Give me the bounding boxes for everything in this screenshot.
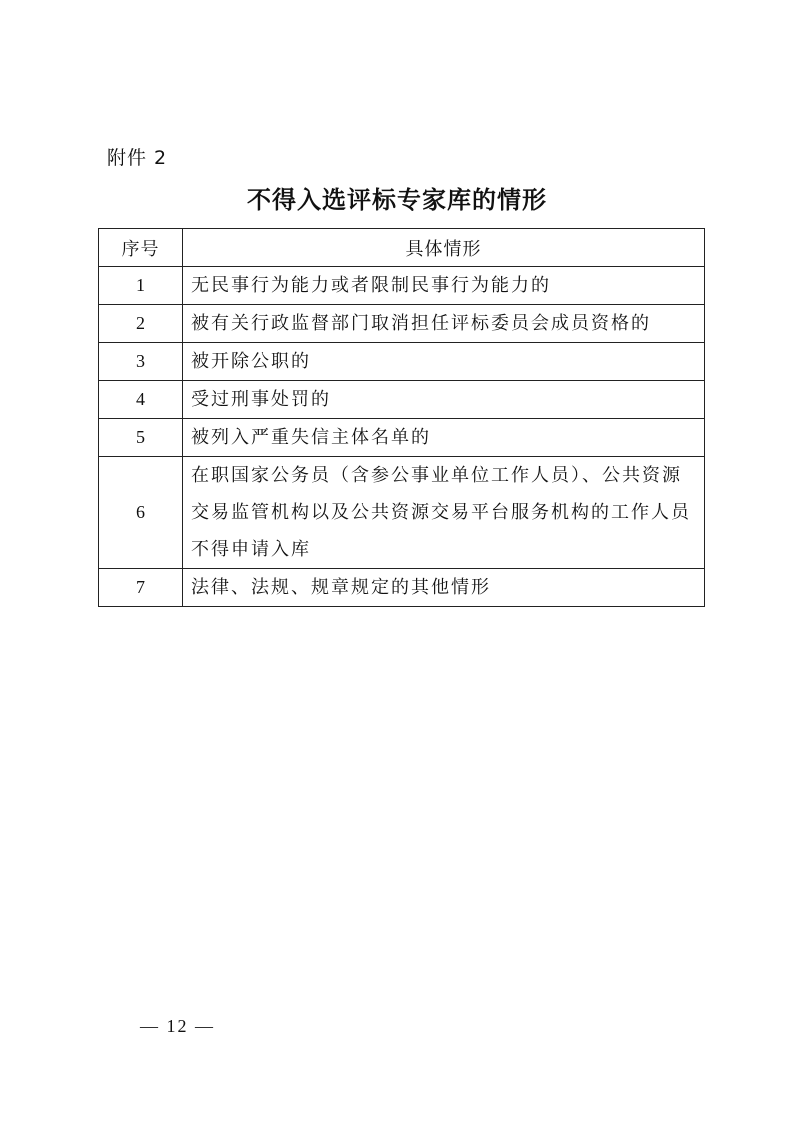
row-number: 2 [99,305,183,343]
row-circumstance: 被开除公职的 [183,343,705,381]
row-number: 3 [99,343,183,381]
row-number: 1 [99,267,183,305]
table-row [99,343,705,381]
table-row [99,267,705,305]
table-row [99,381,705,419]
row-circumstance: 无民事行为能力或者限制民事行为能力的 [183,267,705,305]
row-number: 6 [99,457,183,569]
row-circumstance: 法律、法规、规章规定的其他情形 [183,569,705,607]
row-circumstance: 受过刑事处罚的 [183,381,705,419]
row-circumstance: 被列入严重失信主体名单的 [183,419,705,457]
page-number: — 12 — [140,1016,215,1036]
document-title: 不得入选评标专家库的情形 [247,186,547,214]
row-circumstance: 被有关行政监督部门取消担任评标委员会成员资格的 [183,305,705,343]
header-serial-number: 序号 [99,229,183,267]
header-specific-circumstance: 具体情形 [183,229,705,267]
row-circumstance: 在职国家公务员（含参公事业单位工作人员）、公共资源交易监管机构以及公共资源交易平台服务机构的工作人员不得申请入库 [183,457,705,569]
table-row [99,569,705,607]
table-header-row [99,229,705,267]
attachment-label: 附件 2 [107,147,168,169]
row-number: 7 [99,569,183,607]
row-number: 4 [99,381,183,419]
row-number: 5 [99,419,183,457]
circumstances-table [98,228,705,607]
table-row [99,305,705,343]
table-row [99,419,705,457]
table-row [99,457,705,569]
